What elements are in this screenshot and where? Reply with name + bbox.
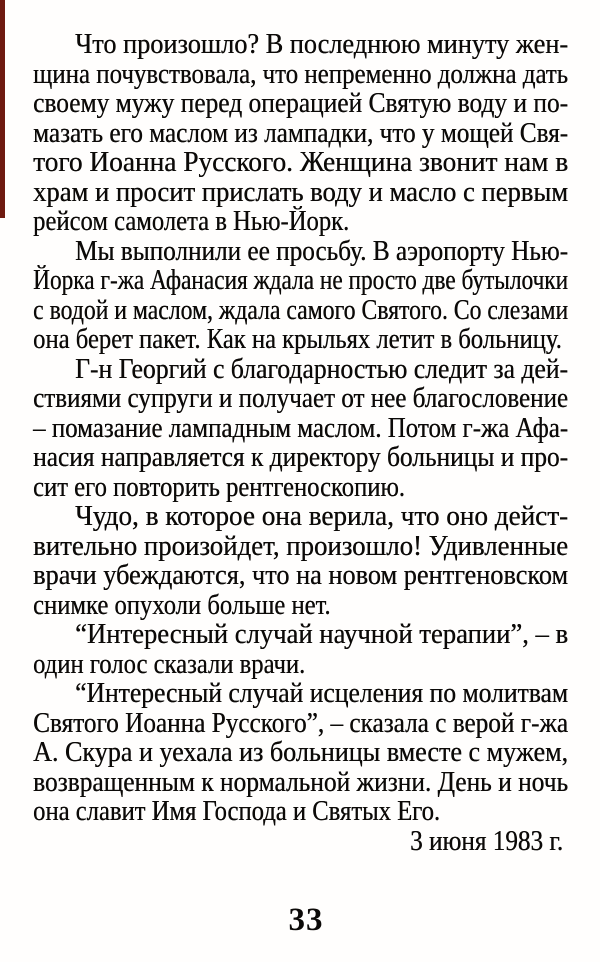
text-line [33, 266, 568, 296]
text-line-content: А. Скура и уехала из больницы вместе с мужем, [33, 737, 569, 768]
text-line-content: рейсом самолета в Нью-Йорк. [33, 206, 350, 237]
text-line-content: вительно произойдет, произошло! Удивленные [33, 530, 569, 562]
text-line [33, 443, 568, 473]
text-line-content: того Иоанна Русского. Женщина звонит нам в [33, 147, 569, 178]
text-line-content: Г-н Георгий с благодарностью следит за дей- [75, 353, 568, 385]
text-line-content: сит его повторить рентгеноскопию. [33, 471, 405, 503]
text-line [33, 561, 568, 591]
text-line [33, 237, 568, 267]
text-line [33, 532, 568, 562]
text-line [33, 325, 568, 355]
text-line [33, 30, 568, 60]
text-line-content: один голос сказали врачи. [33, 648, 306, 680]
text-line-content: Что произошло? В последнюю минуту жен- [75, 29, 569, 60]
text-line-content: снимке опухоли больше нет. [33, 589, 331, 621]
text-line-content: Святого Иоанна Русского”, – сказала с верой г-жа [33, 707, 568, 739]
text-line [33, 709, 568, 739]
text-line-content: своему мужу перед операцией Святую воду и по- [33, 88, 568, 119]
text-line [33, 738, 568, 768]
text-line [33, 178, 568, 208]
text-line-content: она славит Имя Господа и Святых Его. [33, 796, 441, 827]
text-line-content: храм и просит прислать воду и масло с первым [33, 176, 568, 208]
text-line [33, 384, 568, 414]
date-line [33, 827, 568, 857]
page-edge-mark [0, 0, 5, 218]
text-line-content: врачи убеждаются, что на новом рентгеновском [33, 560, 569, 591]
text-line [33, 296, 568, 326]
text-line-content: ствиями супруги и получает от нее благословение [33, 383, 569, 414]
text-line [33, 502, 568, 532]
text-line [33, 473, 568, 503]
text-line [33, 768, 568, 798]
text-line-content: Йорка г-жа Афанасия ждала не просто две бутылочки [33, 265, 568, 296]
text-line [33, 650, 568, 680]
text-line-content: она берет пакет. Как на крыльях летит в больницу. [33, 324, 562, 355]
text-line [33, 797, 568, 827]
text-block [33, 30, 568, 856]
text-line-content: “Интересный случай исцеления по молитвам [75, 678, 568, 709]
text-line [33, 679, 568, 709]
text-line-content: с водой и маслом, ждала самого Святого. Со слезами [33, 294, 569, 326]
text-line-content: Чудо, в которое она верила, что оно дейст- [75, 501, 569, 532]
text-line-content: Мы выполнили ее просьбу. В аэропорту Нью- [75, 235, 568, 267]
text-line [33, 207, 568, 237]
text-line-content: щина почувствовала, что непременно должна дать [33, 58, 568, 90]
text-line-content: возвращенным к нормальной жизни. День и ночь [33, 766, 568, 798]
text-line-content: мазать его маслом из лампадки, что у мощей Свя- [33, 117, 569, 149]
text-line [33, 591, 568, 621]
text-line [33, 89, 568, 119]
text-line [33, 414, 568, 444]
text-line [33, 355, 568, 385]
text-line [33, 620, 568, 650]
text-line-content: – помазание лампадным маслом. Потом г-жа Афа- [33, 412, 569, 444]
text-line-content: насия направляется к директору больницы и про- [33, 442, 569, 473]
page-number: 33 [288, 902, 324, 938]
text-line [33, 60, 568, 90]
text-line [33, 148, 568, 178]
date-line-content: 3 июня 1983 г. [409, 825, 563, 857]
text-line [33, 119, 568, 149]
text-line-content: “Интересный случай научной терапии”, – в [75, 619, 568, 650]
